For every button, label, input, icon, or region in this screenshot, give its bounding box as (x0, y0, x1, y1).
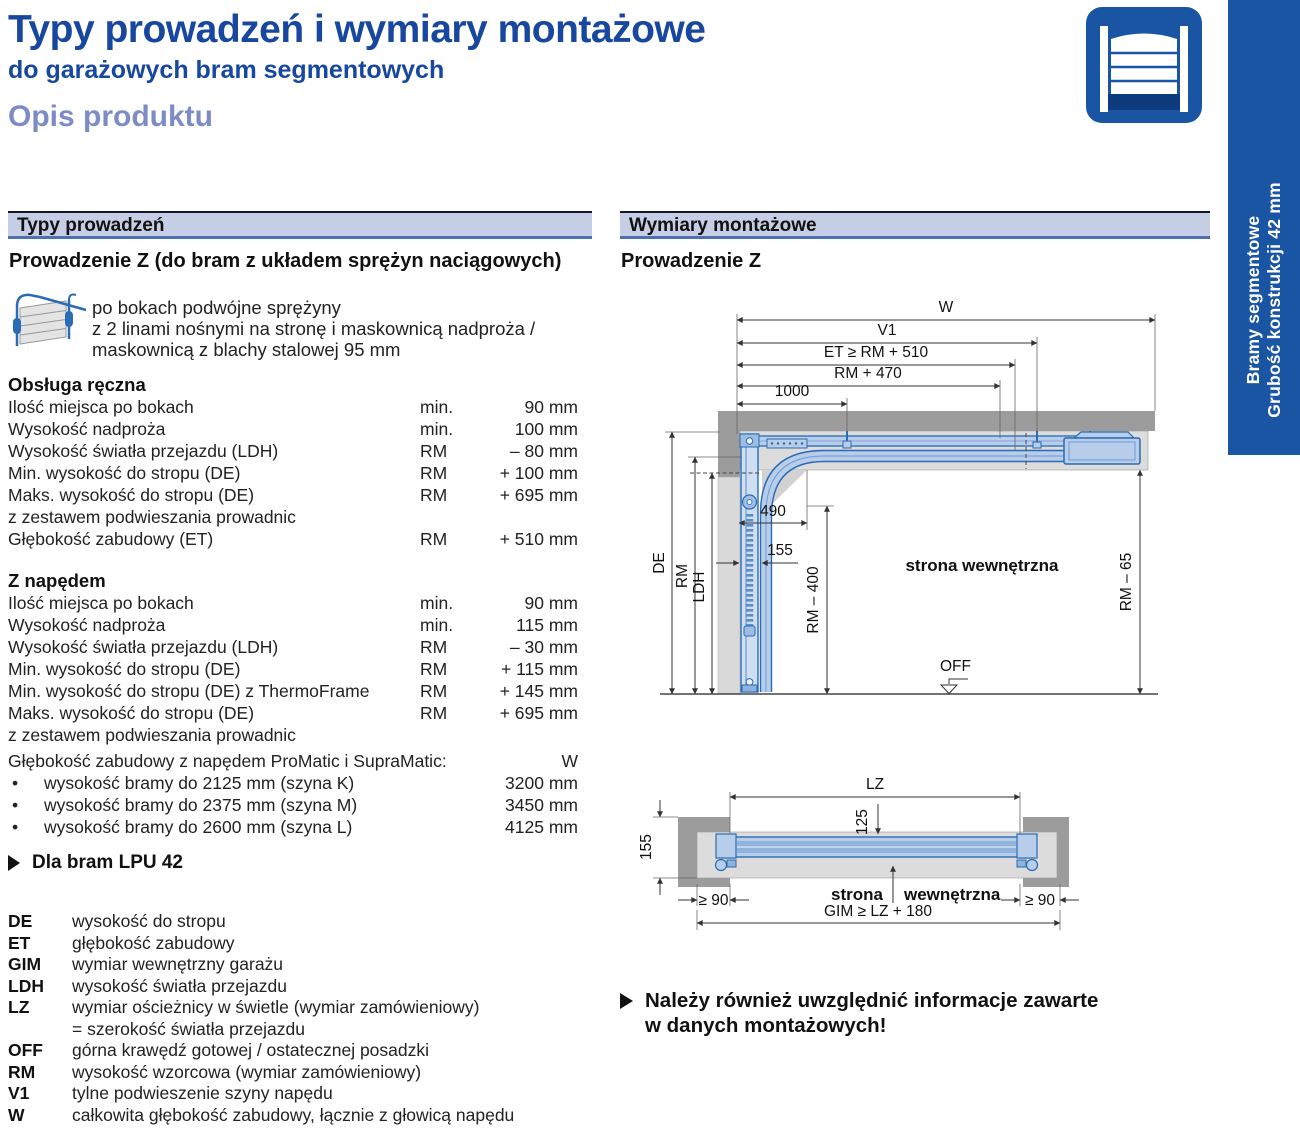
mounting-z-heading: Prowadzenie Z (621, 250, 762, 272)
section-title: Opis produktu (8, 100, 213, 133)
dim-rm400: RM – 400 (805, 566, 822, 634)
dim-155: 155 (767, 542, 793, 559)
vertical-tab (1228, 0, 1300, 455)
table-row: Min. wysokość do stropu (DE) RM + 115 mm (8, 659, 578, 679)
table-row: Maks. wysokość do stropu (DE) RM + 695 mm (8, 703, 578, 723)
manual-table (8, 396, 578, 550)
legend (8, 911, 578, 1126)
dim-et: ET ≥ RM + 510 (823, 344, 929, 361)
dim-125: 125 (854, 809, 871, 835)
drive-heading: Z napędem (8, 570, 106, 591)
legend-row: V1 tylne podwieszenie szyny napędu (8, 1083, 333, 1103)
drive-table (8, 592, 578, 746)
arrow-right-icon (620, 993, 633, 1009)
legend-row: W całkowita głębokość zabudowy, łącznie z głowicą napędu (8, 1104, 515, 1125)
page-subtitle: do garażowych bram segmentowych (8, 56, 445, 84)
legend-row: LZ wymiar ościeżnicy w świetle (wymiar zamówieniowy) = szerokość światła przejazdu (8, 997, 480, 1039)
table-row: Ilość miejsca po bokach min. 90 mm (8, 397, 578, 417)
table-row: Ilość miejsca po bokach min. 90 mm (8, 593, 578, 613)
list-item: • wysokość bramy do 2600 mm (szyna L) 4125 mm (12, 817, 578, 837)
inner-side-label: strona wewnętrzna (905, 556, 1059, 575)
section-bar-track-types: Typy prowadzeń (8, 211, 592, 239)
dim-1000: 1000 (774, 383, 810, 400)
vertical-tab-label: Bramy segmentowe Grubość konstrukcji 42 mm (1243, 182, 1284, 418)
section-bar-mounting-dimensions: Wymiary montażowe (620, 211, 1210, 239)
sectional-door-icon (4, 290, 88, 361)
manual-heading: Obsługa ręczna (8, 374, 146, 395)
inner-side-label-right: wewnętrzna (904, 885, 1001, 904)
legend-row: GIM wymiar wewnętrzny garażu (8, 954, 284, 974)
legend-row: ET głębokość zabudowy (8, 932, 235, 953)
dim-155-plan: 155 (638, 834, 655, 860)
table-row: Wysokość nadproża min. 100 mm (8, 419, 578, 439)
page-title: Typy prowadzeń i wymiary montażowe (8, 8, 706, 51)
table-row: Głębokość zabudowy (ET) RM + 510 mm (8, 529, 578, 549)
legend-row: LDH wysokość światła przejazdu (8, 975, 287, 996)
operator-depth-block (8, 750, 578, 838)
dim-ge90-right: ≥ 90 (1024, 892, 1056, 909)
depth-heading-row: Głębokość zabudowy z napędem ProMatic i SupraMatic: W (8, 751, 578, 771)
dim-rm65: RM – 65 (1118, 552, 1135, 612)
table-row: Min. wysokość do stropu (DE) z ThermoFrame RM + 145 mm (8, 681, 578, 701)
track-z-heading: Prowadzenie Z (do bram z układem sprężyn naciągowych) (9, 250, 562, 272)
lpu-note: Dla bram LPU 42 (8, 852, 183, 874)
table-row: Wysokość światła przejazdu (LDH) RM – 30 mm (8, 637, 578, 657)
table-row: z zestawem podwieszania prowadnic (8, 725, 296, 745)
dim-gim: GIM ≥ LZ + 180 (823, 903, 933, 920)
dim-w: W (938, 299, 954, 316)
plan-view-diagram (620, 770, 1210, 965)
dim-lz: LZ (865, 776, 885, 793)
list-item: • wysokość bramy do 2375 mm (szyna M) 3450 mm (12, 795, 578, 815)
table-row: Maks. wysokość do stropu (DE) RM + 695 mm (8, 485, 578, 505)
track-z-description: po bokach podwójne sprężyny z 2 linami nośnymi na stronę i maskownicą nadproża / maskownicą z blachy stalowej 95 mm (92, 297, 536, 360)
side-view-diagram (620, 290, 1210, 735)
dim-off: OFF (940, 658, 971, 675)
table-row: Wysokość światła przejazdu (LDH) RM – 80 mm (8, 441, 578, 461)
dim-rm470: RM + 470 (834, 365, 902, 382)
list-item: • wysokość bramy do 2125 mm (szyna K) 3200 mm (12, 773, 578, 793)
legend-row: DE wysokość do stropu (8, 911, 226, 931)
dim-490: 490 (760, 503, 786, 520)
arrow-right-icon (8, 855, 20, 871)
garage-door-icon (1085, 6, 1203, 124)
dim-de: DE (651, 552, 668, 574)
table-row: Min. wysokość do stropu (DE) RM + 100 mm (8, 463, 578, 483)
dim-ge90-left: ≥ 90 (698, 892, 729, 909)
dim-rm: RM (674, 563, 691, 589)
dim-v1: V1 (877, 322, 897, 339)
inner-side-label-left: strona (831, 885, 883, 904)
table-row: Wysokość nadproża min. 115 mm (8, 615, 578, 635)
dim-ldh: LDH (691, 571, 708, 603)
mounting-data-note: Należy również uwzględnić informacje zawarte w danych montażowych! (620, 988, 1180, 1038)
legend-row: OFF górna krawędź gotowej / ostatecznej posadzki (8, 1040, 430, 1060)
legend-row: RM wysokość wzorcowa (wymiar zamówieniowy) (8, 1061, 422, 1082)
table-row: z zestawem podwieszania prowadnic (8, 507, 296, 527)
